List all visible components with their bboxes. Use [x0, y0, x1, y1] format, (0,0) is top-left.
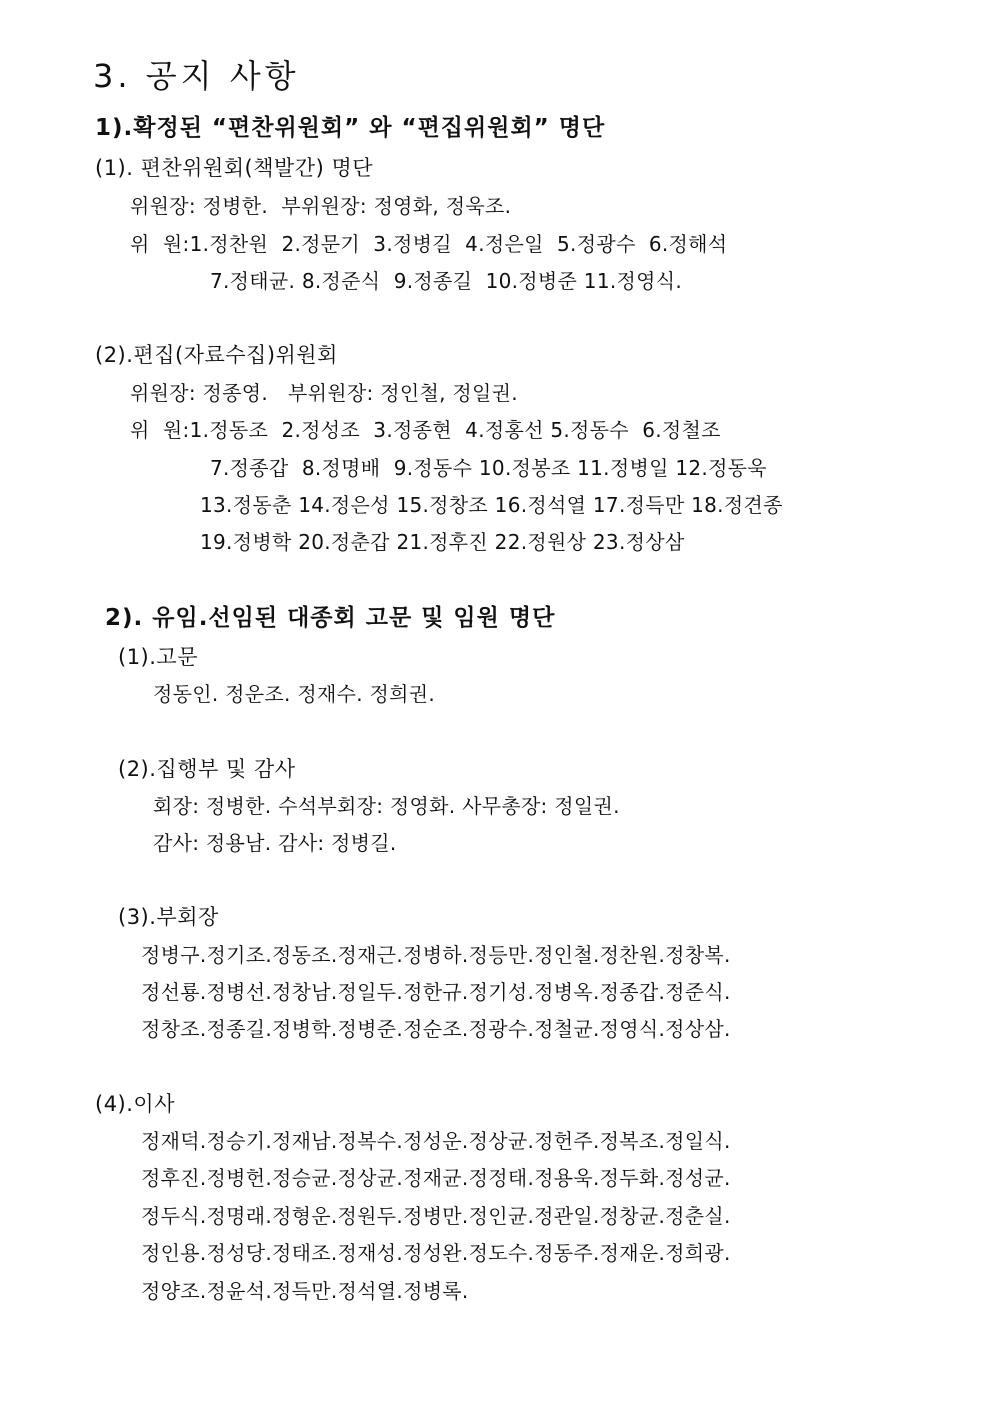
vice-presidents-names: 정선룡.정병선.정창남.정일두.정한규.정기성.정병옥.정종갑.정준식.	[141, 980, 731, 1004]
directors-names: 정양조.정윤석.정득만.정석열.정병록.	[141, 1279, 469, 1303]
executive-heading: (2).집행부 및 감사	[118, 757, 296, 781]
compilation-committee-members: 7.정태균. 8.정준식 9.정종길 10.정병준 11.정영식.	[210, 269, 683, 293]
compilation-committee-chair: 위원장: 정병한. 부위원장: 정영화, 정욱조.	[130, 194, 512, 218]
advisors-heading: (1).고문	[118, 645, 198, 669]
vice-presidents-names: 정창조.정종길.정병학.정병준.정순조.정광수.정철균.정영식.정상삼.	[141, 1017, 731, 1041]
editing-committee-members: 7.정종갑 8.정명배 9.정동수 10.정봉조 11.정병일 12.정동욱	[210, 456, 767, 480]
vice-presidents-names: 정병구.정기조.정동조.정재근.정병하.정등만.정인철.정찬원.정창복.	[141, 943, 731, 967]
editing-committee-members: 위 원:1.정동조 2.정성조 3.정종현 4.정홍선 5.정동수 6.정철조	[130, 418, 721, 442]
directors-names: 정두식.정명래.정형운.정원두.정병만.정인균.정관일.정창균.정춘실.	[141, 1204, 731, 1228]
vice-presidents-heading: (3).부회장	[118, 905, 219, 929]
directors-names: 정후진.정병헌.정승균.정상균.정재균.정정태.정용욱.정두화.정성균.	[141, 1166, 731, 1190]
editing-committee-members: 19.정병학 20.정춘갑 21.정후진 22.정원상 23.정상삼	[200, 530, 685, 554]
directors-heading: (4).이사	[95, 1092, 175, 1116]
editing-committee-members: 13.정동춘 14.정은성 15.정창조 16.정석열 17.정득만 18.정견종	[200, 493, 783, 517]
executive-officers: 회장: 정병한. 수석부회장: 정영화. 사무총장: 정일권.	[153, 794, 620, 818]
officers-list-heading: 2). 유임.선임된 대종회 고문 및 임원 명단	[105, 605, 556, 631]
directors-names: 정재덕.정승기.정재남.정복수.정성운.정상균.정헌주.정복조.정일식.	[141, 1129, 731, 1153]
editing-committee-heading: (2).편집(자료수집)위원회	[95, 343, 338, 367]
auditors: 감사: 정용남. 감사: 정병길.	[153, 831, 397, 855]
committee-list-heading: 1).확정된 “편찬위원회” 와 “편집위원회” 명단	[95, 115, 606, 141]
section-title: 3. 공지 사항	[93, 57, 300, 95]
directors-names: 정인용.정성당.정태조.정재성.정성완.정도수.정동주.정재운.정희광.	[141, 1241, 731, 1265]
compilation-committee-members: 위 원:1.정찬원 2.정문기 3.정병길 4.정은일 5.정광수 6.정해석	[130, 232, 728, 256]
advisors-names: 정동인. 정운조. 정재수. 정희권.	[153, 682, 436, 706]
compilation-committee-heading: (1). 편찬위원회(책발간) 명단	[95, 156, 374, 180]
editing-committee-chair: 위원장: 정종영. 부위원장: 정인철, 정일권.	[130, 381, 518, 405]
